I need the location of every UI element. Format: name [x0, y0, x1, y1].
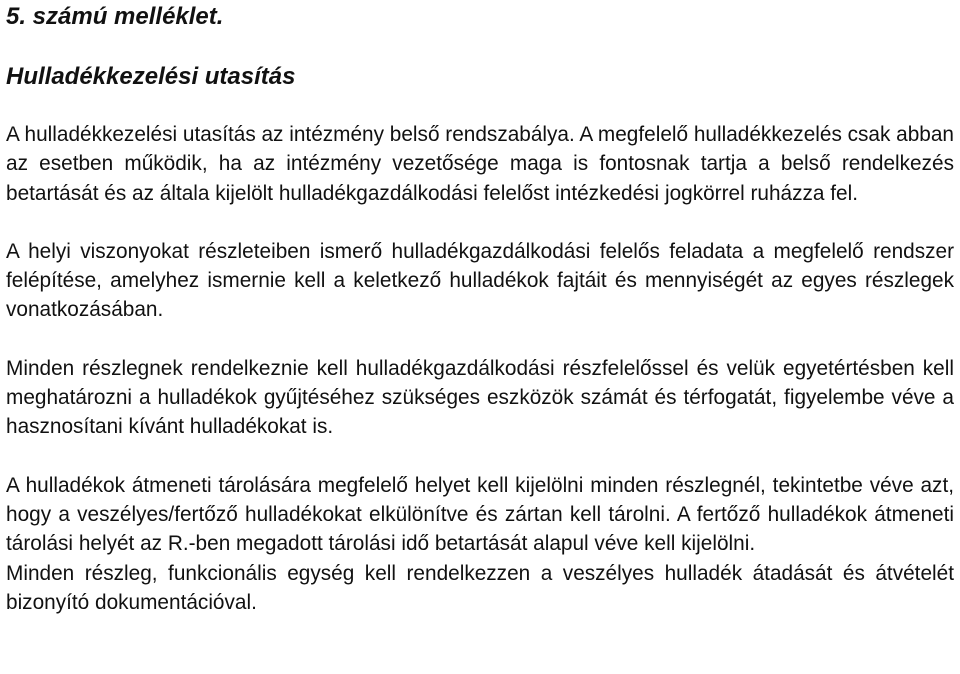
paragraph-department-subresponsible: Minden részlegnek rendelkeznie kell hulladékgazdálkodási részfelelőssel és velük egyetértésben kell meghatározni a hulladékok gyűjtéséhez szükséges eszközök számát és térfogatát, figyelembe véve a hasznosítani kívánt hulladékokat is.: [6, 356, 954, 439]
paragraph-responsible-duties: A helyi viszonyokat részleteiben ismerő hulladékgazdálkodási felelős feladata a megfelelő rendszer felépítése, amelyhez ismernie kell a keletkező hulladékok fajtáit és mennyiségét az egyes részlegek vonatkozásában.: [6, 239, 954, 322]
paragraph-internal-rule: A hulladékkezelési utasítás az intézmény belső rendszabálya. A megfelelő hulladékkezelés csak abban az esetben működik, ha az intézmény vezetősége maga is fontosnak tartja a belső rendelkezés betartását és az általa kijelölt hulladékgazdálkodási felelőst intézkedési jogkörrel ruházza fel.: [6, 123, 954, 205]
document-title: Hulladékkezelési utasítás: [6, 63, 296, 90]
paragraph-temporary-storage: A hulladékok átmeneti tárolására megfelelő helyet kell kijelölni minden részlegnél, tekintetbe véve azt, hogy a veszélyes/fertőző hulladékokat elkülönítve és zártan kell tárolni. A fertőző hulladékok átmeneti tárolási helyét az R.-ben megadott tárolási idő betartását alapul véve kell kijelölni.: [6, 473, 954, 556]
annex-title: 5. számú melléklet.: [6, 3, 224, 30]
paragraph-documentation: Minden részleg, funkcionális egység kell rendelkezzen a veszélyes hulladék átadását és átvételét bizonyító dokumentációval.: [6, 561, 954, 614]
document-body: [6, 120, 954, 617]
